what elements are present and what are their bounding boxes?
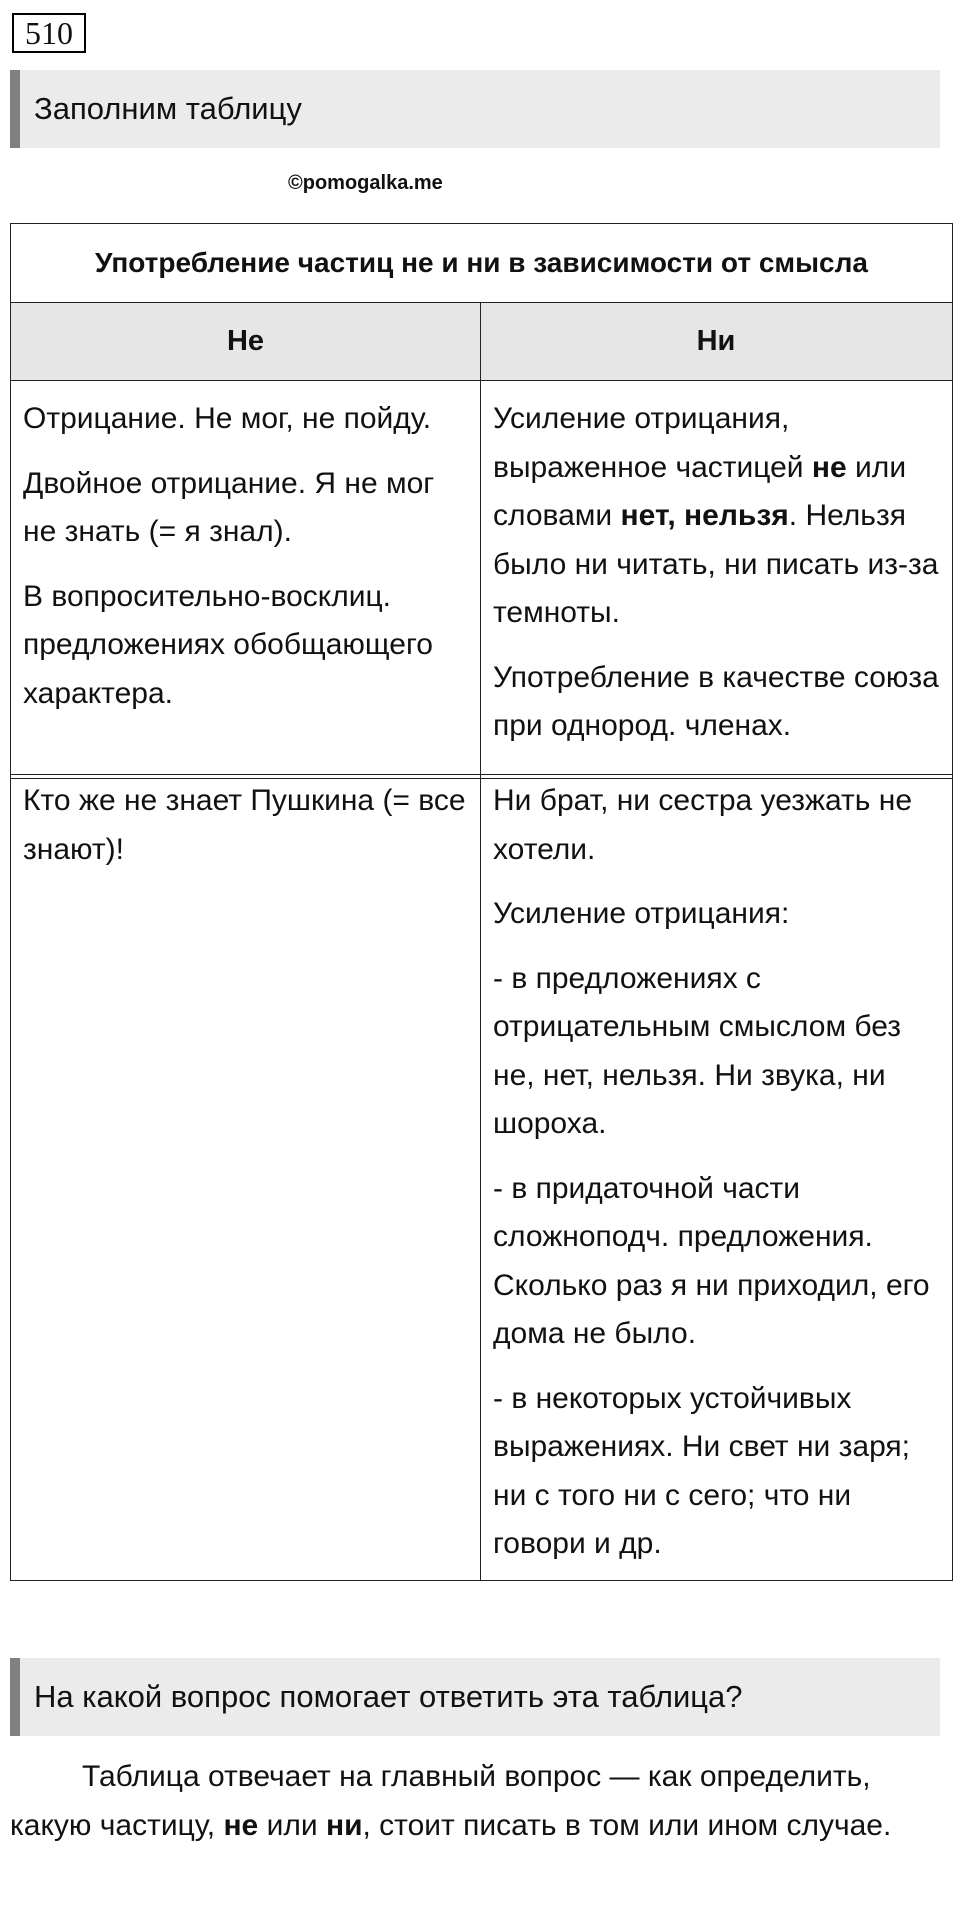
cell-paragraph: Усиление отрицания: <box>493 897 790 930</box>
cell-paragraph <box>493 395 941 638</box>
text-run: Таблица отвечает на главный вопрос — как определить, какую частицу, <box>10 1760 871 1842</box>
bold-text: нет, нельзя <box>620 499 789 532</box>
cell-paragraph: - в некоторых устойчивых выражениях. Ни свет ни заря; ни с того ни с сего; что ни говори и др. <box>493 1381 911 1560</box>
question-heading <box>10 1658 940 1736</box>
table-header-row <box>11 303 952 381</box>
watermark: ©pomogalka.me <box>288 172 443 194</box>
column-header-ne: Не <box>11 303 481 380</box>
section-heading <box>10 70 940 148</box>
text-run: Усиление отрицания, выраженное частицей <box>493 402 812 484</box>
text-run: или словами <box>493 450 907 532</box>
table-title: Употребление частиц не и ни в зависимости от смысла <box>11 224 952 303</box>
particles-table <box>10 223 953 779</box>
table-cell-ne <box>11 775 481 1580</box>
question-heading-text: На какой вопрос помогает ответить эта таблица? <box>34 1679 743 1714</box>
column-header-ni: Ни <box>696 325 736 357</box>
cell-paragraph: - в придаточной части сложноподч. предложения. Сколько раз я ни приходил, его дома не было. <box>493 1171 930 1350</box>
table-cell-ni <box>481 775 951 1580</box>
table-row <box>11 775 952 1580</box>
bold-text: не <box>223 1809 259 1842</box>
cell-paragraph: Двойное отрицание. Я не мог не знать (= я знал). <box>23 466 435 548</box>
bold-text: ни <box>325 1809 363 1842</box>
table-row <box>11 381 952 778</box>
table-cell-ni <box>481 381 951 778</box>
task-number: 510 <box>12 13 86 53</box>
cell-paragraph: Кто же не знает Пушкина (= все знают)! <box>23 784 466 866</box>
cell-paragraph: - в предложениях с отрицательным смыслом без не, нет, нельзя. Ни звука, ни шороха. <box>493 961 902 1140</box>
bold-text: не <box>811 450 847 484</box>
text-run: , стоит писать в том или ином случае. <box>362 1809 892 1842</box>
particles-table-continued <box>10 774 953 1581</box>
section-heading-text: Заполним таблицу <box>34 91 302 126</box>
cell-paragraph: Употребление в качестве союза при однород. членах. <box>493 660 939 742</box>
cell-paragraph: Отрицание. Не мог, не пойду. <box>23 402 432 435</box>
text-run: или <box>258 1809 326 1842</box>
cell-paragraph: Ни брат, ни сестра уезжать не хотели. <box>493 784 913 866</box>
cell-paragraph: В вопросительно-восклиц. предложениях обобщающего характера. <box>23 579 433 710</box>
table-cell-ne <box>11 381 481 778</box>
text-run: . Нельзя было ни читать, ни писать из-за темноты. <box>493 499 939 629</box>
answer-paragraph <box>10 1752 940 1850</box>
